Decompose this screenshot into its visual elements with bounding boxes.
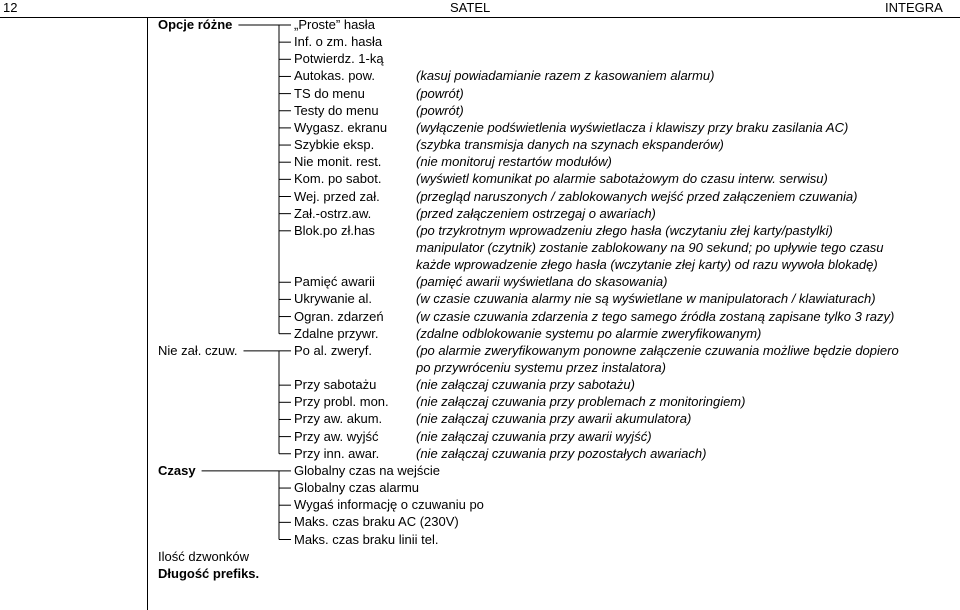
option-description: (w czasie czuwania zdarzenia z tego samego źródła zostaną zapisane tylko 3 razy) xyxy=(416,308,895,324)
section-label: Nie zał. czuw. xyxy=(158,342,238,358)
option-description: (nie załączaj czuwania przy awarii akumulatora) xyxy=(416,411,692,427)
product-name: INTEGRA xyxy=(885,0,943,15)
option-description: (zdalne odblokowanie systemu po alarmie zweryfikowanym) xyxy=(416,325,762,341)
option-name: Maks. czas braku AC (230V) xyxy=(294,514,459,530)
option-name: Autokas. pow. xyxy=(294,68,375,84)
option-name: Wygasz. ekranu xyxy=(294,119,388,135)
option-description: (wyświetl komunikat po alarmie sabotażowym do czasu interw. serwisu) xyxy=(416,171,828,187)
section-label: Opcje różne xyxy=(158,17,233,32)
option-name: Pamięć awarii xyxy=(294,274,375,290)
option-name: Zał.-ostrz.aw. xyxy=(294,205,372,221)
option-name: Maks. czas braku linii tel. xyxy=(294,531,439,547)
option-description: (nie załączaj czuwania przy awarii wyjść) xyxy=(416,428,652,444)
option-description: po przywróceniu systemu przez instalatora) xyxy=(416,360,666,375)
option-name: Zdalne przywr. xyxy=(294,325,379,341)
option-description: (szybka transmisja danych na szynach ekspanderów) xyxy=(416,137,724,153)
option-description: każde wprowadzenie złego hasła (wczytanie złej karty) od razu wywoła blokadę) xyxy=(416,257,878,273)
option-name: TS do menu xyxy=(294,85,365,101)
option-name: Przy aw. akum. xyxy=(294,411,383,427)
option-description: manipulator (czytnik) zostanie zablokowany na 90 sekund; po upływie tego czasu xyxy=(416,239,884,255)
option-description: (nie monitoruj restartów modułów) xyxy=(416,154,612,170)
option-name: Przy aw. wyjść xyxy=(294,428,379,444)
option-description: (nie załączaj czuwania przy problemach z monitoringiem) xyxy=(416,394,746,410)
option-description: (powrót) xyxy=(416,85,464,101)
option-description: (po alarmie zweryfikowanym ponowne załączenie czuwania możliwe będzie dopiero xyxy=(416,342,899,358)
option-name: Przy inn. awar. xyxy=(294,445,380,461)
option-description: (kasuj powiadamianie razem z kasowaniem alarmu) xyxy=(416,68,715,84)
option-name: Kom. po sabot. xyxy=(294,171,382,187)
option-name: Blok.po zł.has xyxy=(294,222,375,238)
option-name: Przy probl. mon. xyxy=(294,394,389,410)
option-name: Potwierdz. 1-ką xyxy=(294,51,384,67)
brand-name: SATEL xyxy=(450,0,491,15)
option-name: Przy sabotażu xyxy=(294,377,377,393)
option-description: (przegląd naruszonych / zablokowanych wejść przed załączeniem czuwania) xyxy=(416,188,858,204)
option-description: (wyłączenie podświetlenia wyświetlacza i klawiszy przy braku zasilania AC) xyxy=(416,119,849,135)
option-description: (nie załączaj czuwania przy sabotażu) xyxy=(416,377,635,393)
option-name: Testy do menu xyxy=(294,102,379,118)
option-name: Szybkie eksp. xyxy=(294,137,375,153)
option-name: Ogran. zdarzeń xyxy=(294,308,384,324)
option-description: (po trzykrotnym wprowadzeniu złego hasła (wczytaniu złej karty/pastylki) xyxy=(416,222,833,238)
option-name: Globalny czas na wejście xyxy=(294,462,440,478)
option-name: Nie monit. rest. xyxy=(294,154,382,170)
option-description: (w czasie czuwania alarmy nie są wyświetlane w manipulatorach / klawiaturach) xyxy=(416,291,876,307)
section-label: Długość prefiks. xyxy=(158,565,260,581)
option-name: Globalny czas alarmu xyxy=(294,480,419,496)
option-description: (powrót) xyxy=(416,102,464,118)
page-number: 12 xyxy=(3,0,18,15)
section-label: Ilość dzwonków xyxy=(158,548,250,564)
option-name: Inf. o zm. hasła xyxy=(294,34,383,50)
option-description: (nie załączaj czuwania przy pozostałych awariach) xyxy=(416,445,707,461)
option-description: (pamięć awarii wyświetlana do skasowania) xyxy=(416,274,668,290)
option-description: (przed załączeniem ostrzegaj o awariach) xyxy=(416,205,656,221)
option-name: Wej. przed zał. xyxy=(294,188,380,204)
option-name: Po al. zweryf. xyxy=(294,342,373,358)
section-label: Czasy xyxy=(158,462,196,478)
option-name: Ukrywanie al. xyxy=(294,291,373,307)
option-name: Wygaś informację o czuwaniu po xyxy=(294,497,484,513)
option-name: „Proste” hasła xyxy=(294,17,375,32)
